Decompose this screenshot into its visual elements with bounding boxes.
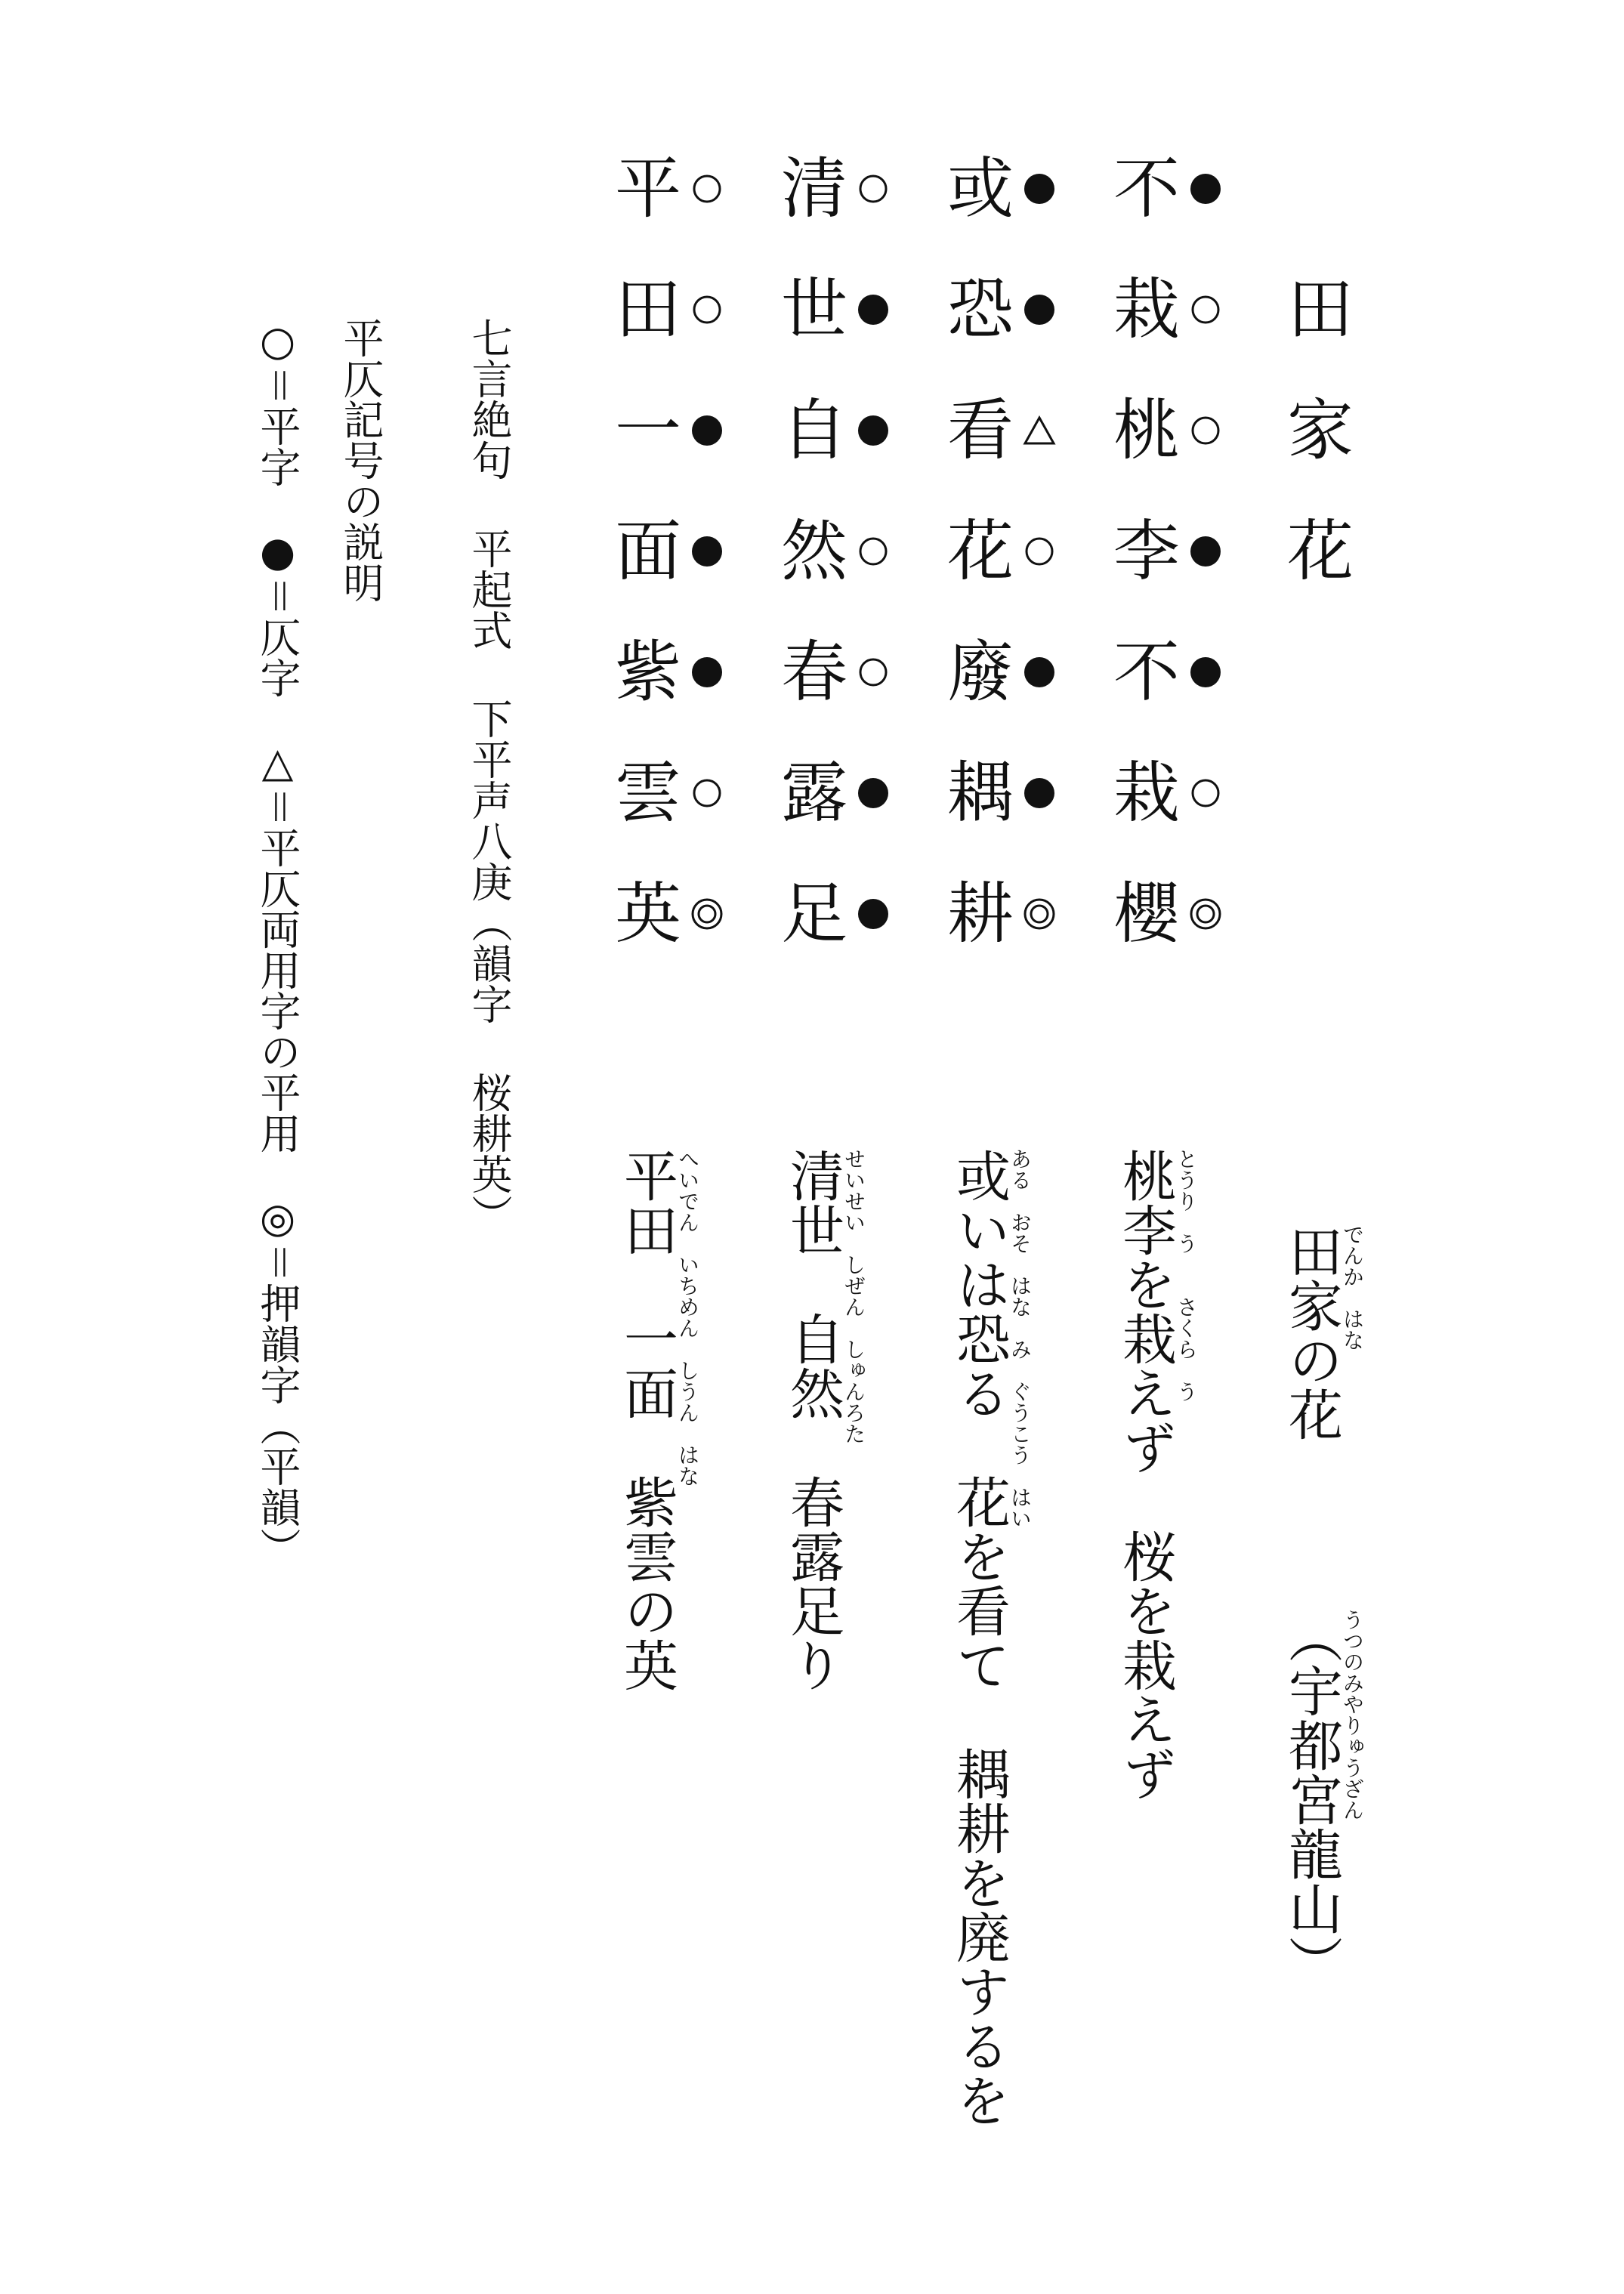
poem-char: 雲 [614,754,681,832]
ruby: へいでん いちめん しうん はな [675,1148,700,1487]
reading-title: 田家の花 でんか はな [1280,1224,1365,1441]
form-note: 七言絶句 平起式 下平声八庚（韻字 桜耕英） [465,317,513,1235]
zokuji-mark [687,532,727,571]
zokuji-mark [854,894,893,934]
title-char: 花 [1286,512,1354,590]
ruby: うつのみやりゅうざん [1340,1609,1365,1820]
poem-line-3 [778,128,893,974]
poem-char-cell [944,854,1059,974]
zokuji-mark [854,411,893,450]
ruby: とうり う さくら う [1174,1148,1199,1402]
zokuji-mark [1020,653,1059,692]
ruby: せいせい しぜん しゅんろた [841,1148,866,1444]
poem-line-1 [1110,128,1225,974]
zokuji-mark [1020,169,1059,208]
rhyme-mark [1186,894,1225,934]
poem-char-cell [778,249,893,370]
hyoji-mark [854,169,893,208]
poem-char: 一 [614,391,681,469]
rhyme-mark [687,894,727,934]
poem-char: 恐 [946,270,1014,348]
hyoji-mark [854,532,893,571]
zokuji-mark [1186,653,1225,692]
poem-char: 櫻 [1113,875,1180,952]
poem-char: 看 [946,391,1014,469]
zokuji-mark [854,290,893,329]
reading-author: （宇都宮龍山） うつのみやりゅうざん [1280,1609,1365,1990]
poem-char: 或 [946,150,1014,227]
hyoji-mark [687,773,727,813]
poem-char-cell [612,249,727,370]
poem-line-4 [612,128,727,974]
poem-char: 清 [780,150,848,227]
poem-char-cell [612,612,727,733]
poem-char-cell [778,128,893,249]
poem-char: 栽 [1113,270,1180,348]
title-char: 田 [1286,270,1354,348]
ruby: ある おそ はな み ぐうこう はい [1008,1148,1033,1529]
poem-char-cell [1110,128,1225,249]
reading-line-4: 平田 一面 紫雲の英 へいでん いちめん しうん はな [615,1148,700,1692]
poem-char: 然 [780,512,848,590]
poem-char-cell [612,854,727,974]
hyoji-mark [687,169,727,208]
poem-char-cell [944,733,1059,854]
poem-char: 露 [780,754,848,832]
poem-char-cell [1110,733,1225,854]
poem-line-2 [944,128,1059,974]
poem-char: 英 [614,875,681,952]
poem-char: 面 [614,512,681,590]
poem-char-cell [1110,491,1225,612]
reading-line-1: 桃李を栽えず 桜を栽えず とうり う さくら う [1113,1148,1199,1801]
poem-char-cell [778,370,893,491]
poem-char: 自 [780,391,848,469]
poem-title [1284,249,1357,612]
hyoji-mark [1186,290,1225,329]
poem-char: 栽 [1113,754,1180,832]
reading-line-3: 清世 自然 春露足り せいせい しぜん しゅんろた [781,1148,866,1692]
zokuji-mark [1186,169,1225,208]
poem-char-cell [944,249,1059,370]
hyoji-mark [687,290,727,329]
poem-char-cell [778,491,893,612]
title-char: 家 [1286,391,1354,469]
poem-char-cell [944,491,1059,612]
poem-char: 耦 [946,754,1014,832]
reading-line-2: 或いは恐る 花を看て 耦耕を廃するを ある おそ はな み ぐうこう はい [947,1148,1033,2127]
zokuji-mark [1020,773,1059,813]
hyoji-mark [854,653,893,692]
poem-char-cell [1110,370,1225,491]
hyoji-mark [1186,411,1225,450]
zokuji-mark [854,773,893,813]
poem-char-cell [612,733,727,854]
poem-char-cell [944,612,1059,733]
poem-char-cell [778,612,893,733]
poem-char-cell [1110,612,1225,733]
legend-heading: 平仄記号の説明 [337,317,384,603]
poem-char-cell [778,733,893,854]
zokuji-mark [687,653,727,692]
poem-char: 足 [780,875,848,952]
rhyme-mark [1020,894,1059,934]
poem-char: 李 [1113,512,1180,590]
poem-char: 花 [946,512,1014,590]
poem-char-cell [612,491,727,612]
poem-char: 廢 [946,633,1014,711]
poem-char: 耕 [946,875,1014,952]
hyoji-mark [1020,532,1059,571]
poem-char: 桃 [1113,391,1180,469]
zokuji-mark [1020,290,1059,329]
poem-char: 春 [780,633,848,711]
poem-char-cell [778,854,893,974]
dual-use-mark [1020,411,1059,450]
poem-char-cell [612,370,727,491]
legend-line: ○＝平字 ●＝仄字 △＝平仄両用字の平用 ◎＝押韻字（平韻） [254,317,301,1568]
poem-char: 田 [614,270,681,348]
poem-char: 平 [614,150,681,227]
poem-char: 世 [780,270,848,348]
poem-char: 紫 [614,633,681,711]
poem-char-cell [1110,249,1225,370]
hyoji-mark [1186,773,1225,813]
poem-char-cell [1110,854,1225,974]
poem-char-cell [944,128,1059,249]
poem-char: 不 [1113,150,1180,227]
poem-char-cell [944,370,1059,491]
ruby: でんか はな [1340,1224,1365,1351]
poem-char-cell [612,128,727,249]
zokuji-mark [1186,532,1225,571]
zokuji-mark [687,411,727,450]
poem-char: 不 [1113,633,1180,711]
